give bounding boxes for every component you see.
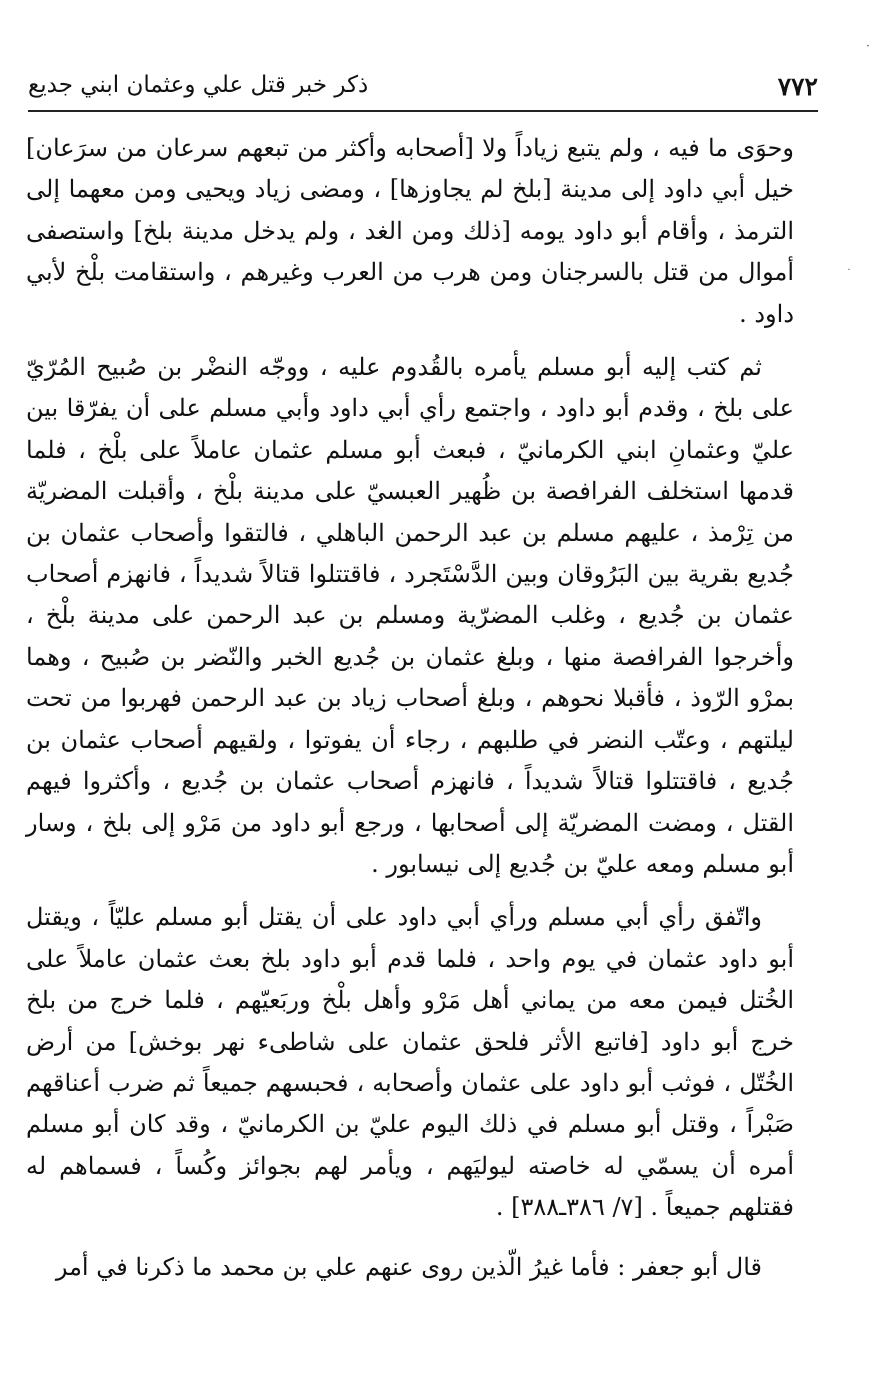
margin-speck: ˙ [846,267,852,281]
running-title: ذكر خبر قتل علي وعثمان ابني جديع [28,72,369,98]
header-rule [28,110,818,112]
paragraph-4: قال أبو جعفر : فأما غيرُ الّذين روى عنهم علي بن محمد ما ذكرنا في أمر [55,1252,762,1281]
margin-speck: · [866,39,870,53]
paragraph-1: وحوَى ما فيه ، ولم يتبع زياداً ولا [أصحابه وأكثر من تبعهم سرعان من سرَعان] خيل أبي داود إلى مدينة [بلخ لم يجاوزها] ، ومضى زياد ويحيى ومن معهما إلى الترمذ ، وأقام أبو داود يومه [ذلك ومن الغد ، ولم يدخل مدينة بلخ] واستصفى أموال من قتل بالسرجنان ومن هرب من العرب وغيرهم ، واستقامت بلْخ لأبي داود . [26,134,794,328]
paragraph-2: ثم كتب إليه أبو مسلم يأمره بالقُدوم عليه ، ووجّه النضْر بن صُبيح المُرّيّ على بلخ ، وقدم أبو داود ، واجتمع رأي أبي داود وأبي مسلم على أن يفرّقا بين عليّ وعثمانِ ابني الكرمانيّ ، فبعث أبو مسلم عثمان عاملاً على بلْخ ، فلما قدمها استخلف الفرافصة بن ظُهير العبسيّ على مدينة بلْخ ، وأقبلت المضريّة من تِرْمذ ، عليهم مسلم بن عبد الرحمن الباهلي ، فالتقوا وأصحاب عثمان بن جُديع بقرية بين البَرُوقان وبين الدَّسْتَجرد ، فاقتتلوا قتالاً شديداً ، فانهزم أصحاب عثمان بن جُديع ، وغلب المضرّية ومسلم بن عبد الرحمن على مدينة بلْخ ، وأخرجوا الفرافصة منها ، وبلغ عثمان بن جُديع الخبر والنّضر بن صُبيح ، وهما بمرْو الرّوذ ، فأقبلا نحوهم ، وبلغ أصحاب زياد بن عبد الرحمن فهربوا من تحت ليلتهم ، وعتّب النضر في طلبهم ، رجاء أن يفوتوا ، ولقيهم أصحاب عثمان بن جُديع ، فاقتتلوا قتالاً شديداً ، فانهزم أصحاب عثمان بن جُديع ، وأكثروا فيهم القتل ، ومضت المضريّة إلى أصحابها ، ورجع أبو داود من مَرْو إلى بلخ ، وسار أبو مسلم ومعه عليّ بن جُديع إلى نيسابور . [26,353,794,878]
page-header [28,68,818,108]
main-text [26,128,794,1288]
paragraph-3: واتّفق رأي أبي مسلم ورأي أبي داود على أن يقتل أبو مسلم عليّاً ، ويقتل أبو داود عثمان في يوم واحد ، فلما قدم أبو داود بلخ بعث عثمان عاملاً على الخُتل فيمن معه من يماني أهل مَرْو وأهل بلْخ وربَعيّهم ، فلما خرج من بلخ خرج أبو داود [فاتبع الأثر فلحق عثمان على شاطىء نهر بوخش] من أرض الخُتّل ، فوثب أبو داود على عثمان وأصحابه ، فحبسهم جميعاً ثم ضرب أعناقهم صَبْراً ، وقتل أبو مسلم في ذلك اليوم عليّ بن الكرمانيّ ، وقد كان أبو مسلم أمره أن يسمّي له خاصته ليوليَهم ، ويأمر لهم بجوائز وكُساً ، فسماهم له فقتلهم جميعاً . [٧/ ٣٨٦ـ٣٨٨] . [26,903,794,1222]
page-number: ٧٧٢ [777,72,818,101]
